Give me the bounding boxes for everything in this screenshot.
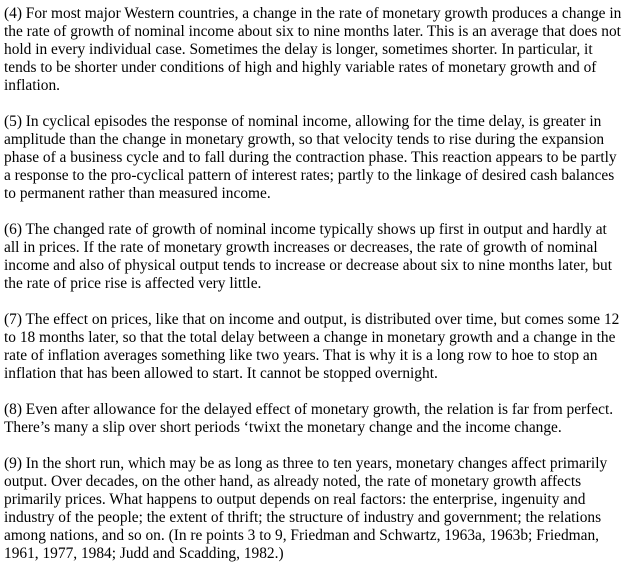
paragraph-point-5: (5) In cyclical episodes the response of nominal income, allowing for the time delay, is greater in amplitude than the change in monetary growth, so that velocity tends to rise during the expansion phase of a business cycle and to fall during the contraction phase. This reaction appears to be partly a response to the pro-cyclical pattern of interest rates; partly to the linkage of desired cash balances to permanent rather than measured income. [4, 113, 617, 202]
paragraph-point-7: (7) The effect on prices, like that on income and output, is distributed over time, but comes some 12 to 18 months later, so that the total delay between a change in monetary growth and a change in the rate of inflation averages something like two years. That is why it is a long row to hoe to stop an inflation that has been allowed to start. It cannot be stopped overnight. [4, 311, 620, 382]
paragraph-point-8: (8) Even after allowance for the delayed effect of monetary growth, the relation is far from perfect. There’s many a slip over short periods ‘twixt the monetary change and the income change. [4, 401, 614, 436]
paragraph-point-4: (4) For most major Western countries, a change in the rate of monetary growth produces a change in the rate of growth of nominal income about six to nine months later. This is an average that does not hold in every individual case. Sometimes the delay is longer, sometimes shorter. In particular, it tends to be shorter under conditions of high and highly variable rates of monetary growth and of inflation. [4, 5, 622, 94]
paragraph-point-9: (9) In the short run, which may be as long as three to ten years, monetary changes affect primarily output. Over decades, on the other hand, as already noted, the rate of monetary growth affects primarily prices. What happens to output depends on real factors: the enterprise, ingenuity and industry of the people; the extent of thrift; the structure of industry and government; the relations among nations, and so on. (In re points 3 to 9, Friedman and Schwartz, 1963a, 1963b; Friedman, 1961, 1977, 1984; Judd and Scadding, 1982.) [4, 455, 608, 562]
paragraph-point-6: (6) The changed rate of growth of nominal income typically shows up first in output and hardly at all in prices. If the rate of monetary growth increases or decreases, the rate of growth of nominal income and also of physical output tends to increase or decrease about six to nine months later, but the rate of price rise is affected very little. [4, 221, 613, 292]
